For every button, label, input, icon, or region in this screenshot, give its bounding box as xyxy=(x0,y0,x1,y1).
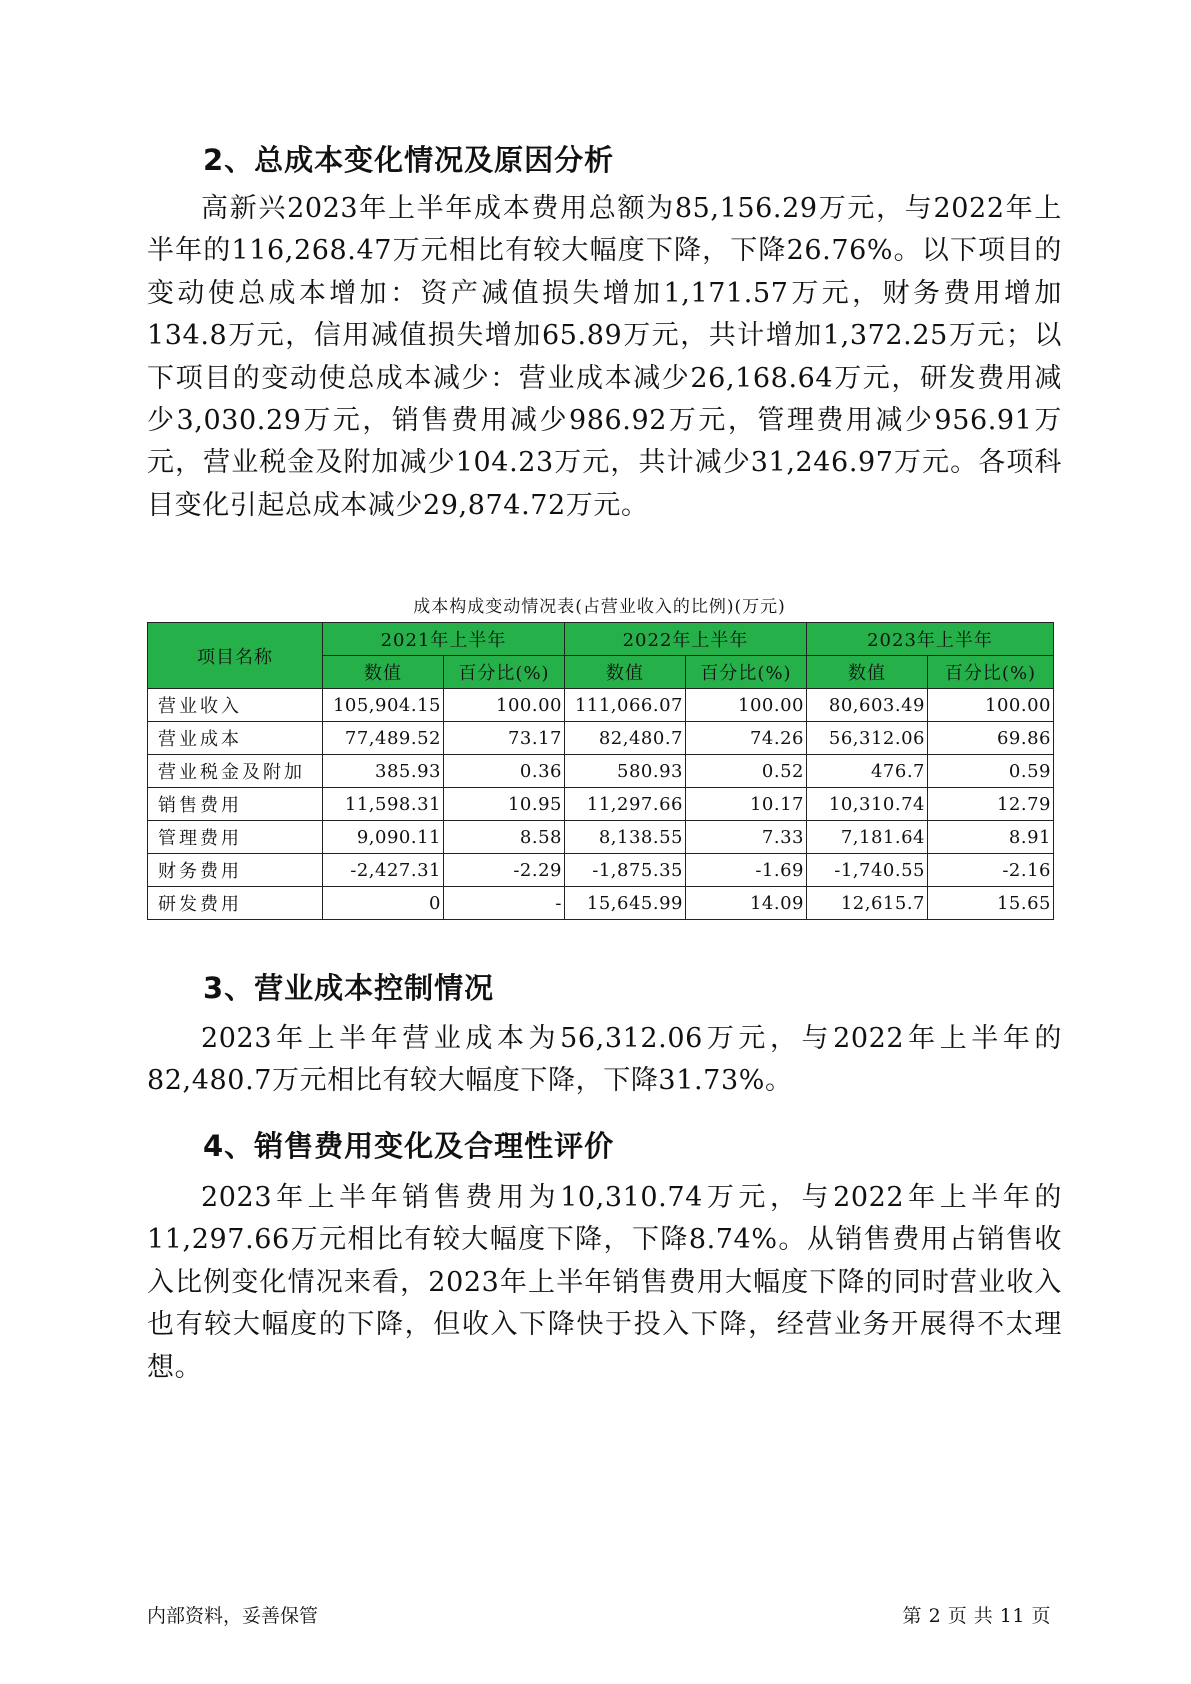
row-name: 管理费用 xyxy=(148,821,323,854)
cell-value: 80,603.49 xyxy=(807,689,928,722)
cell-percent: 73.17 xyxy=(444,722,565,755)
table-row xyxy=(148,788,1054,821)
section-2-paragraph: 高新兴2023年上半年成本费用总额为85,156.29万元，与2022年上半年的116,268.47万元相比有较大幅度下降，下降26.76%。以下项目的变动使总成本增加：资产减值损失增加1,171.57万元，财务费用增加134.8万元，信用减值损失增加65.89万元，共计增加1,372.25万元；以下项目的变动使总成本减少：营业成本减少26,168.64万元，研发费用减少3,030.29万元，销售费用减少986.92万元，管理费用减少956.91万元，营业税金及附加减少104.23万元，共计减少31,246.97万元。各项科目变化引起总成本减少29,874.72万元。 xyxy=(147,193,1062,521)
cell-value: 10,310.74 xyxy=(807,788,928,821)
row-name: 财务费用 xyxy=(148,854,323,887)
section-3-heading: 3、营业成本控制情况 xyxy=(203,971,495,1005)
cell-value: 56,312.06 xyxy=(807,722,928,755)
cell-value: 8,138.55 xyxy=(565,821,686,854)
table-row xyxy=(148,755,1054,788)
footer-page-number: 第 2 页 共 11 页 xyxy=(902,1605,1051,1627)
cell-percent: 15.65 xyxy=(928,887,1054,920)
cell-value: -1,875.35 xyxy=(565,854,686,887)
cell-percent: 100.00 xyxy=(928,689,1054,722)
subheader-percent: 百分比(%) xyxy=(928,656,1054,689)
section-3-body xyxy=(147,1018,1062,1103)
cell-value: 12,615.7 xyxy=(807,887,928,920)
cell-value: 7,181.64 xyxy=(807,821,928,854)
section-4-paragraph: 2023年上半年销售费用为10,310.74万元，与2022年上半年的11,297.66万元相比有较大幅度下降，下降8.74%。从销售费用占销售收入比例变化情况来看，2023年上半年销售费用大幅度下降的同时营业收入也有较大幅度的下降，但收入下降快于投入下降，经营业务开展得不太理想。 xyxy=(147,1182,1062,1383)
cell-value: 15,645.99 xyxy=(565,887,686,920)
subheader-value: 数值 xyxy=(565,656,686,689)
cell-value: 82,480.7 xyxy=(565,722,686,755)
cell-percent: -2.16 xyxy=(928,854,1054,887)
row-name: 营业收入 xyxy=(148,689,323,722)
row-name: 销售费用 xyxy=(148,788,323,821)
cell-percent: -2.29 xyxy=(444,854,565,887)
table-row xyxy=(148,722,1054,755)
cell-percent: -1.69 xyxy=(686,854,807,887)
header-item-name: 项目名称 xyxy=(148,623,323,689)
footer-confidential-note: 内部资料，妥善保管 xyxy=(147,1605,319,1627)
subheader-percent: 百分比(%) xyxy=(686,656,807,689)
cell-value: 11,598.31 xyxy=(323,788,444,821)
cell-percent: 8.58 xyxy=(444,821,565,854)
table-row xyxy=(148,689,1054,722)
cell-value: 580.93 xyxy=(565,755,686,788)
table-row xyxy=(148,854,1054,887)
cell-value: -1,740.55 xyxy=(807,854,928,887)
header-period-2022: 2022年上半年 xyxy=(565,623,807,656)
cell-value: 111,066.07 xyxy=(565,689,686,722)
section-2-body xyxy=(147,188,1062,527)
row-name: 研发费用 xyxy=(148,887,323,920)
cell-value: 9,090.11 xyxy=(323,821,444,854)
cell-value: 11,297.66 xyxy=(565,788,686,821)
subheader-value: 数值 xyxy=(807,656,928,689)
cell-percent: 100.00 xyxy=(686,689,807,722)
table-row xyxy=(148,887,1054,920)
subheader-percent: 百分比(%) xyxy=(444,656,565,689)
table-caption: 成本构成变动情况表(占营业收入的比例)(万元) xyxy=(413,597,786,617)
cell-percent: 7.33 xyxy=(686,821,807,854)
header-period-2021: 2021年上半年 xyxy=(323,623,565,656)
cell-percent: 10.17 xyxy=(686,788,807,821)
cell-percent: 0.36 xyxy=(444,755,565,788)
cell-value: -2,427.31 xyxy=(323,854,444,887)
cell-percent: 0.59 xyxy=(928,755,1054,788)
cell-percent: 69.86 xyxy=(928,722,1054,755)
cell-percent: 8.91 xyxy=(928,821,1054,854)
cell-percent: 74.26 xyxy=(686,722,807,755)
header-period-2023: 2023年上半年 xyxy=(807,623,1054,656)
cell-value: 476.7 xyxy=(807,755,928,788)
table-row xyxy=(148,821,1054,854)
row-name: 营业成本 xyxy=(148,722,323,755)
cell-value: 77,489.52 xyxy=(323,722,444,755)
cell-percent: - xyxy=(444,887,565,920)
cell-value: 105,904.15 xyxy=(323,689,444,722)
section-4-heading: 4、销售费用变化及合理性评价 xyxy=(203,1129,615,1163)
cell-percent: 10.95 xyxy=(444,788,565,821)
row-name: 营业税金及附加 xyxy=(148,755,323,788)
section-2-heading: 2、总成本变化情况及原因分析 xyxy=(203,143,615,177)
section-3-paragraph: 2023年上半年营业成本为56,312.06万元，与2022年上半年的82,480.7万元相比有较大幅度下降，下降31.73%。 xyxy=(147,1023,1062,1097)
cell-value: 385.93 xyxy=(323,755,444,788)
cost-structure-table xyxy=(147,622,1054,920)
subheader-value: 数值 xyxy=(323,656,444,689)
cell-percent: 14.09 xyxy=(686,887,807,920)
cell-percent: 100.00 xyxy=(444,689,565,722)
cell-percent: 12.79 xyxy=(928,788,1054,821)
cell-value: 0 xyxy=(323,887,444,920)
section-4-body xyxy=(147,1177,1062,1389)
cell-percent: 0.52 xyxy=(686,755,807,788)
